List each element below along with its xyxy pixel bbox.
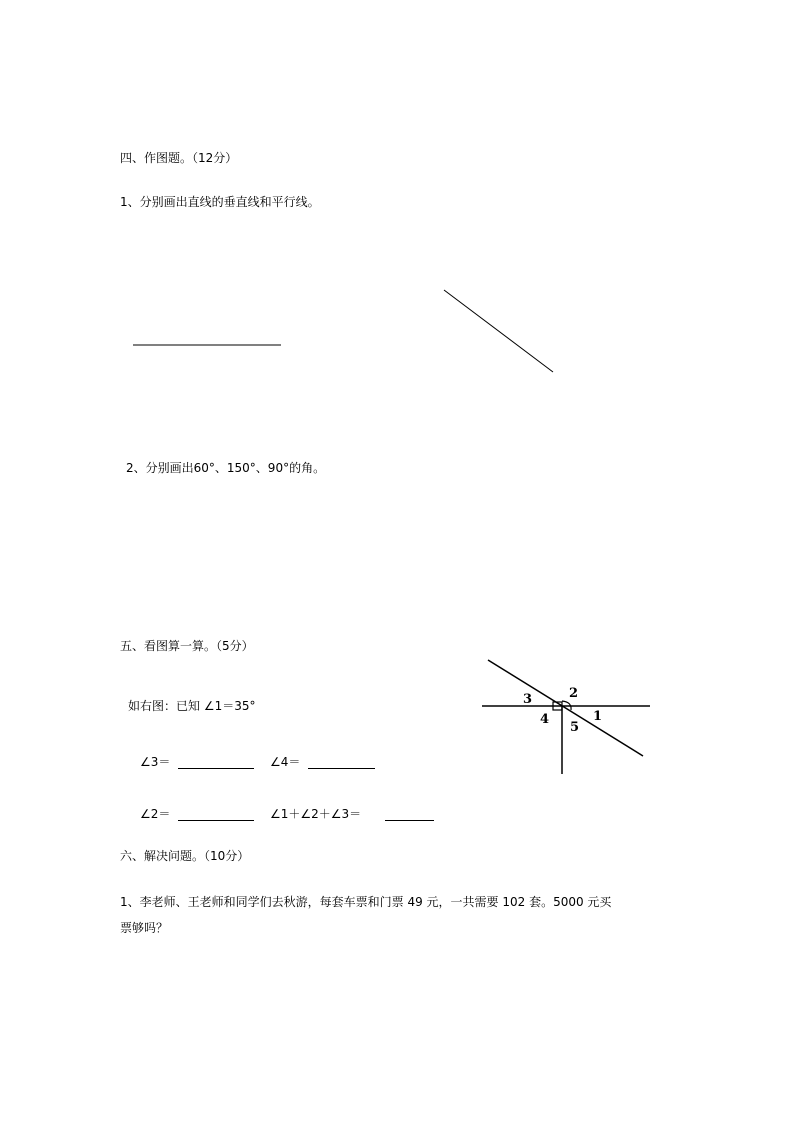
figure-label-1: 1 — [593, 709, 603, 724]
section6-title: 六、解决问题。（10分） — [120, 849, 250, 863]
blank-label-angle2: ∠2＝ — [140, 807, 171, 821]
blank-label-angle3: ∠3＝ — [140, 755, 171, 769]
answer-blank-angle-sum[interactable] — [385, 820, 434, 821]
answer-blank-angle2[interactable] — [178, 820, 254, 821]
section4-title: 四、作图题。（12分） — [120, 151, 238, 165]
section4-question-2: 2、分别画出60°、150°、90°的角。 — [126, 461, 326, 475]
section6-question-1-line2: 票够吗？ — [120, 921, 169, 935]
diagonal-line — [488, 660, 643, 756]
section6-question-1-line1: 1、李老师、王老师和同学们去秋游，每套车票和门票 49 元，一共需要 102 套。5000 元买 — [120, 895, 612, 909]
figure-label-2: 2 — [569, 686, 579, 701]
section5-title: 五、看图算一算。（5分） — [120, 639, 254, 653]
blank-label-angle4: ∠4＝ — [270, 755, 301, 769]
section4-question-1: 1、分别画出直线的垂直线和平行线。 — [120, 195, 320, 209]
figure-label-3: 3 — [523, 692, 533, 707]
figure-lines-q1 — [0, 0, 794, 420]
figure-label-5: 5 — [570, 720, 580, 735]
blank-label-angle-sum: ∠1＋∠2＋∠3＝ — [270, 807, 362, 821]
figure-label-4: 4 — [540, 712, 550, 727]
answer-blank-angle4[interactable] — [308, 768, 375, 769]
answer-blank-angle3[interactable] — [178, 768, 254, 769]
section5-given: 如右图：已知 ∠1＝35° — [128, 699, 256, 713]
slanted-line — [444, 290, 553, 372]
angle-figure — [470, 650, 660, 780]
